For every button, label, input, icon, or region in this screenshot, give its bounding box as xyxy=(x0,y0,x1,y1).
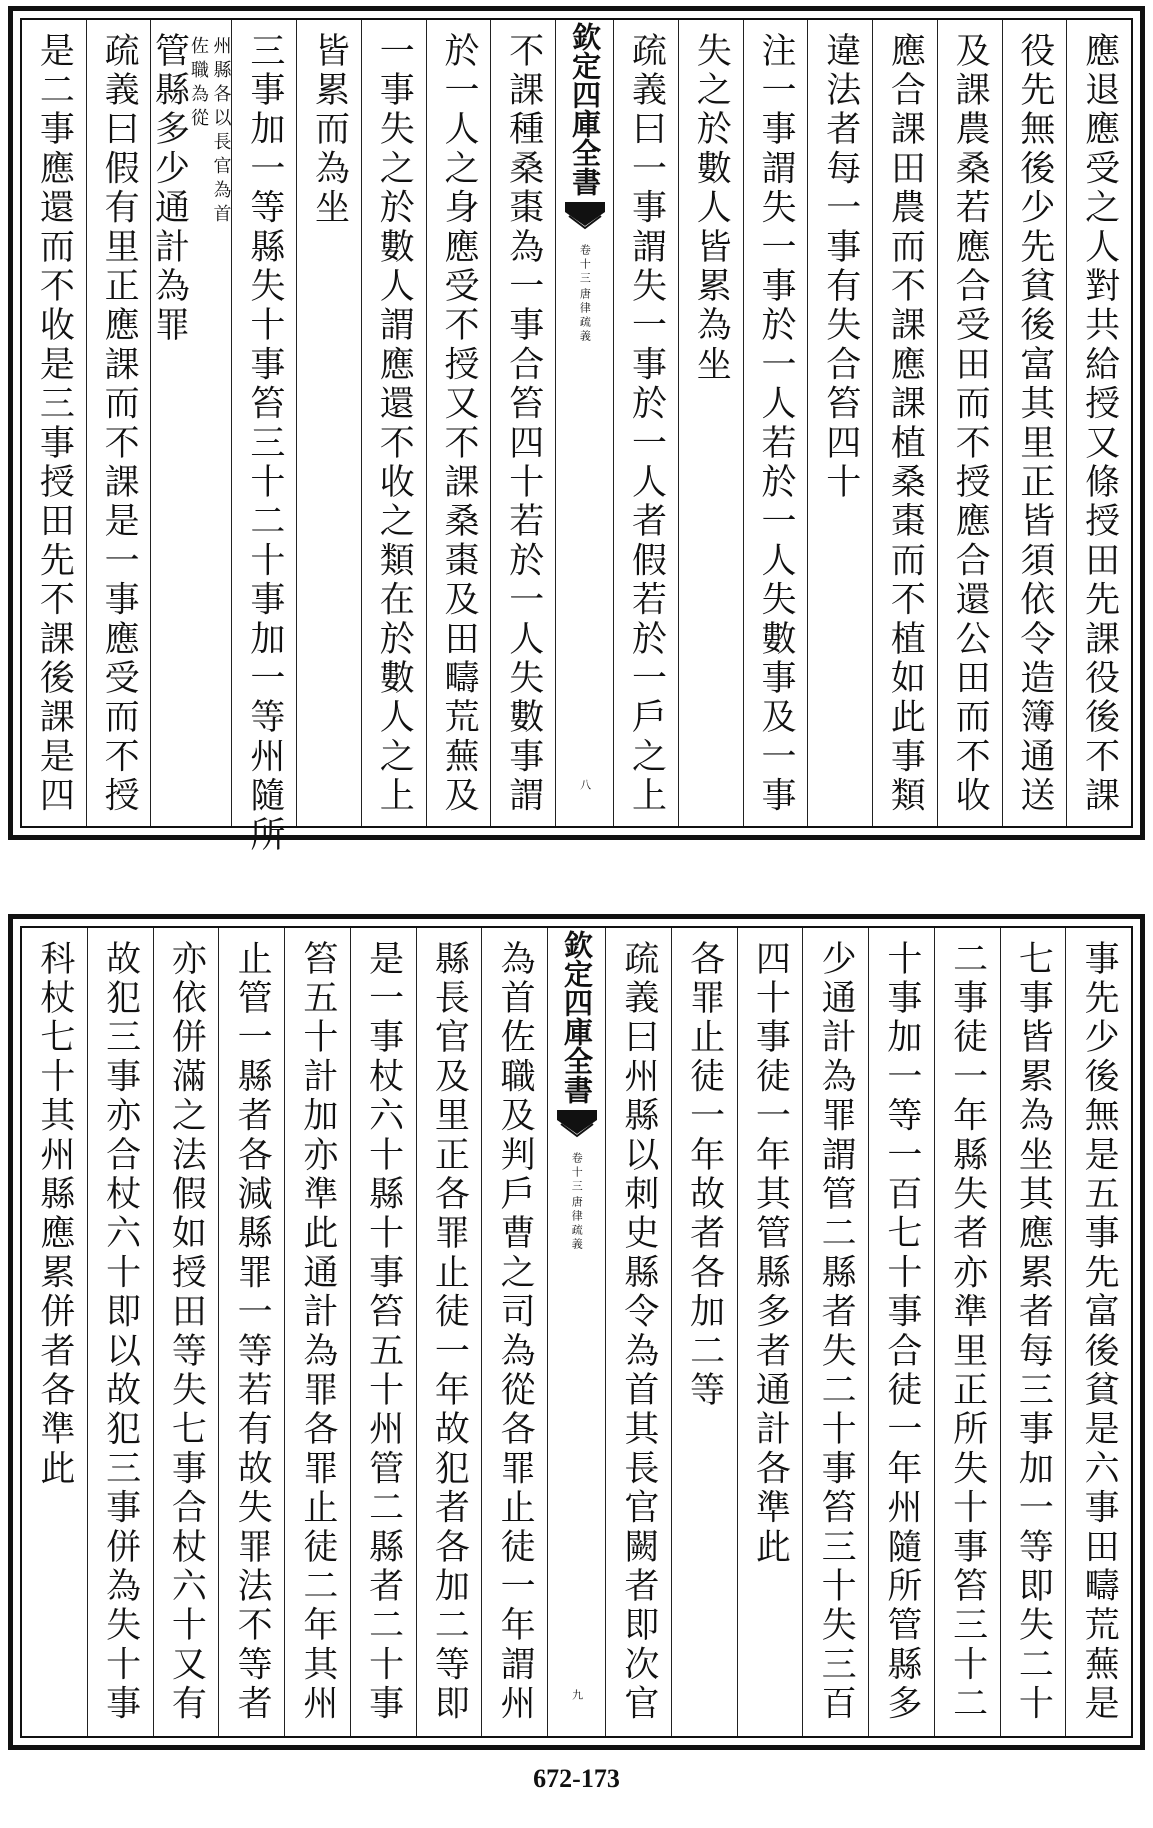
leaf-number: 八 xyxy=(578,779,592,790)
page-spread-top xyxy=(8,6,1145,856)
text-column: 七事皆累為坐其應累者每三事加一等即失二十 xyxy=(1000,928,1066,1736)
page-spread-bottom xyxy=(8,914,1145,1750)
text-column: 疏義曰州縣以刺史縣令為首其長官闕者即次官 xyxy=(605,928,671,1736)
text-column: 少通計為罪謂管二縣者失二十事笞三十失三百 xyxy=(802,928,868,1736)
center-fold xyxy=(555,20,613,826)
volume-label: 卷十三 xyxy=(570,1152,584,1194)
text-column: 失之於數人皆累為坐 xyxy=(678,20,743,826)
book-title: 欽定四庫全書 xyxy=(568,22,603,196)
text-column: 三事加一等縣失十事笞三十二十事加一等州隨所 xyxy=(231,20,296,826)
text-column: 違法者每一事有失合笞四十 xyxy=(807,20,872,826)
text-column: 注一事謂失一事於一人若於一人失數事及一事 xyxy=(743,20,808,826)
page-frame xyxy=(20,926,1133,1738)
text-column: 不課種桑棗為一事合笞四十若於一人失數事謂 xyxy=(490,20,555,826)
text-column: 笞五十計加亦準此通計為罪各罪止徒二年其州 xyxy=(284,928,350,1736)
fold-meta xyxy=(569,1152,584,1252)
text-column: 疏義曰一事謂失一事於一人者假若於一戶之上 xyxy=(613,20,678,826)
text-columns xyxy=(22,928,1131,1736)
text-column: 皆累而為坐 xyxy=(296,20,361,826)
text-column: 亦依併滿之法假如授田等失七事合杖六十又有 xyxy=(153,928,219,1736)
book-title: 欽定四庫全書 xyxy=(560,930,594,1104)
fishtail-mark-icon xyxy=(565,202,605,232)
work-title: 唐律疏義 xyxy=(578,288,592,344)
text-column: 科杖七十其州縣應累併者各準此 xyxy=(34,940,75,1489)
text-column: 止管一縣者各減縣罪一等若有故失罪法不等者 xyxy=(218,928,284,1736)
volume-label: 卷十三 xyxy=(578,244,592,286)
text-column: 十事加一等一百七十事合徒一年州隨所管縣多 xyxy=(868,928,934,1736)
text-column-with-note: 管縣多少通計為罪 州縣各以長官為首佐職為從 xyxy=(150,20,231,826)
text-column: 應合課田農而不課應課植桑棗而不植如此事類 xyxy=(872,20,937,826)
text-column: 二事徒一年縣失者亦準里正所失十事笞三十二 xyxy=(934,928,1000,1736)
text-column: 役先無後少先貧後富其里正皆須依令造簿通送 xyxy=(1002,20,1067,826)
text-column: 疏義曰假有里正應課而不課是一事應受而不授 xyxy=(86,20,151,826)
text-column: 於一人之身應受不授又不課桑棗及田疇荒蕪及 xyxy=(426,20,491,826)
annotation-note: 州縣各以長官為首佐職為從 xyxy=(187,36,232,228)
page-frame xyxy=(20,18,1133,856)
text-column: 縣長官及里正各罪止徒一年故犯者各加二等即 xyxy=(416,928,482,1736)
page-number: 672-173 xyxy=(533,1764,620,1793)
text-column: 四十事徒一年其管縣多者通計各準此 xyxy=(737,928,803,1736)
text-column: 及課農桑若應合受田而不授應合還公田而不收 xyxy=(937,20,1002,826)
text-column: 一事失之於數人謂應還不收之類在於數人之上 xyxy=(361,20,426,826)
text-columns xyxy=(22,20,1131,856)
leaf-number: 九 xyxy=(570,1689,584,1700)
text-column: 為首佐職及判戶曹之司為從各罪止徒一年謂州 xyxy=(481,928,547,1736)
text-column: 應退應受之人對共給授又條授田先課役後不課 xyxy=(1066,20,1131,826)
work-title: 唐律疏義 xyxy=(570,1196,584,1252)
text-column: 是一事杖六十縣十事笞五十州管二縣者二十事 xyxy=(350,928,416,1736)
fold-meta xyxy=(577,244,592,344)
text-column: 各罪止徒一年故者各加二等 xyxy=(671,928,737,1736)
text-column: 是二事應還而不收是三事授田先不課後課是四 xyxy=(34,32,75,816)
center-fold xyxy=(547,928,605,1736)
text-column: 事先少後無是五事先富後貧是六事田疇荒蕪是 xyxy=(1065,928,1131,1736)
text-column: 故犯三事亦合杖六十即以故犯三事併為失十事 xyxy=(87,928,153,1736)
fishtail-mark-icon xyxy=(557,1110,597,1140)
